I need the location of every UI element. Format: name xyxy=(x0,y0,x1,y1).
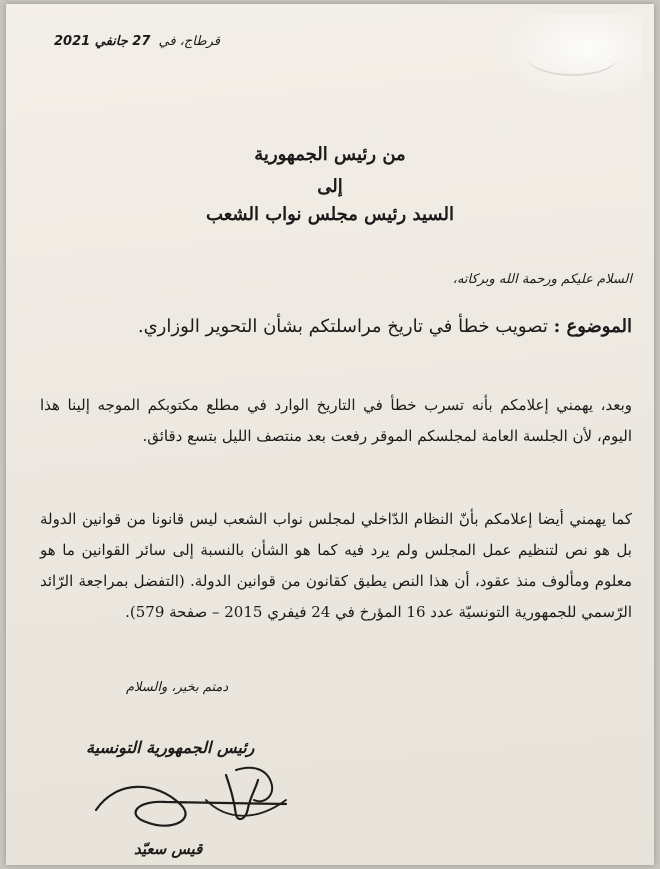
subject-text: تصويب خطأ في تاريخ مراسلتكم بشأن التحوير الوزاري. xyxy=(137,316,548,337)
signature-icon xyxy=(86,760,326,840)
signatory-title: رئيس الجمهورية التونسية xyxy=(86,738,255,757)
greeting: السلام عليكم ورحمة الله وبركاته، xyxy=(452,272,632,287)
letter-page xyxy=(6,4,654,865)
dateline-date: 27 جانفي 2021 xyxy=(54,34,151,49)
subject-line xyxy=(32,316,632,337)
addressee-line: السيد رئيس مجلس نواب الشعب xyxy=(206,204,454,225)
sender-line: من رئيس الجمهورية xyxy=(254,144,406,165)
embossed-seal xyxy=(502,14,642,99)
dateline xyxy=(20,34,220,49)
closing-line: دمتم بخير، والسلام xyxy=(126,680,229,695)
body-paragraph-1: وبعد، يهمني إعلامكم بأنه تسرب خطأ في التاريخ الوارد في مطلع مكتوبكم الموجه إلينا هذا اليوم، لأن الجلسة العامة لمجلسكم الموقر رفعت بعد منتصف الليل بتسع دقائق. xyxy=(40,396,632,445)
dateline-place: قرطاج، في xyxy=(158,34,220,49)
subject-label: الموضوع : xyxy=(553,316,632,337)
seal-emblem-icon xyxy=(525,34,620,76)
body-paragraph-2: كما يهمني أيضا إعلامكم بأنّ النظام الدّاخلي لمجلس نواب الشعب ليس قانونا من قوانين الدولة بل هو نص لتنظيم عمل المجلس ولم يرد فيه كما هو الشأن بالنسبة إلى سائر القوانين ما هو معلوم ومألوف منذ عقود، أن هذا النص يطبق كقانون من قوانين الدولة. (التفضل بمراجعة الرّائد الرّسمي للجمهورية التونسيّة عدد 16 المؤرخ في 24 فيفري 2015 – صفحة 579). xyxy=(40,510,632,621)
signatory-name: قيس سعيّد xyxy=(134,840,203,858)
to-line: إلى xyxy=(317,176,343,197)
